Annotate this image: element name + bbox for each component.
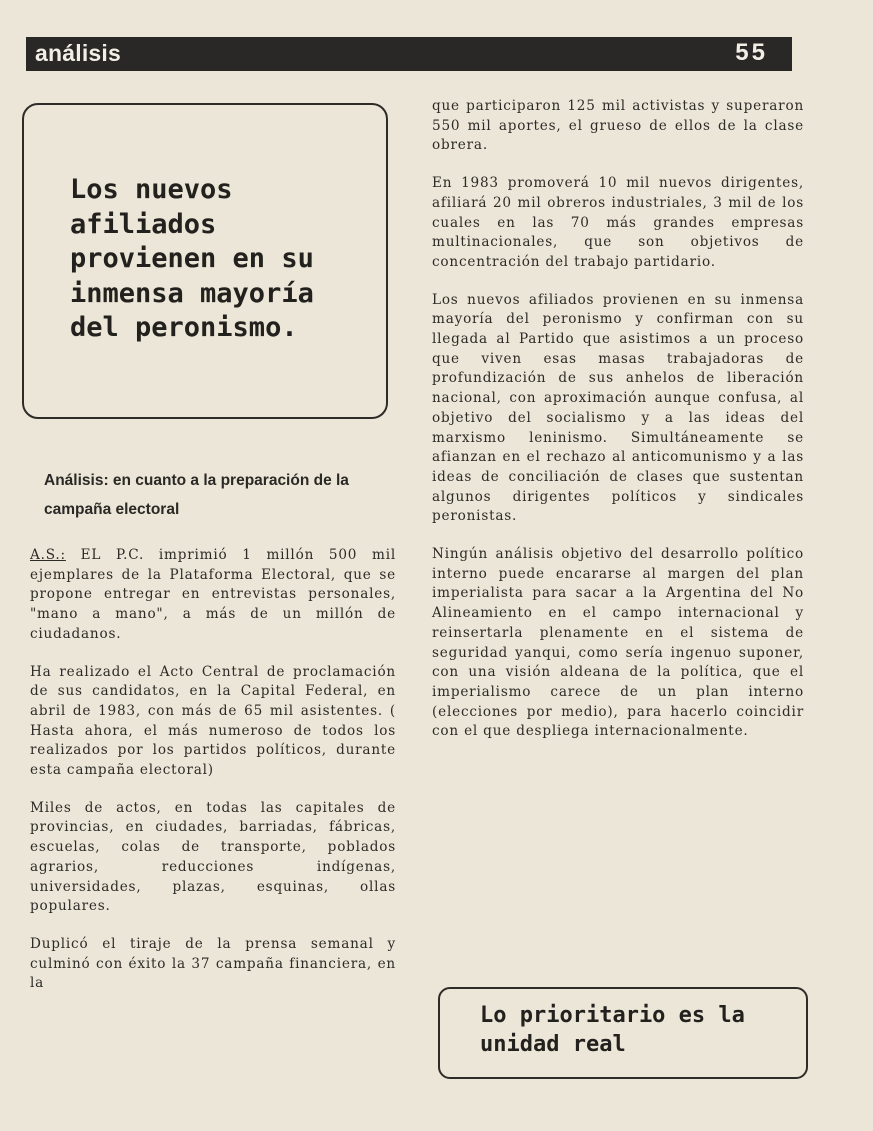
pull-quote-text: Los nuevos afiliados provienen en su inmensa mayoría del peronismo.: [70, 174, 314, 343]
paragraph: Ha realizado el Acto Central de proclamación de sus candidatos, en la Capital Federal, en abril de 1983, con más de 65 mil asistentes. ( Hasta ahora, el más numeroso de todos los realizados por los partidos políticos, durante esta campaña electoral): [30, 663, 396, 779]
paragraph: Duplicó el tiraje de la prensa semanal y culminó con éxito la 37 campaña financiera, en la: [30, 935, 396, 992]
callout-text: Lo prioritario es la unidad real: [480, 1003, 745, 1057]
paragraph: Ningún análisis objetivo del desarrollo político interno puede encararse al margen del plan imperialista para sacar a la Argentina del No Alineamiento en el campo internacional y reinsertarla plenamente en el sistema de seguridad yanqui, como sería ingenuo suponer, con una visión aldeana de la política, que el imperialismo carece de un plan interno (elecciones por medio), para hacerlo coincidir con el que despliega internacionalmente.: [432, 546, 804, 740]
paragraph: [30, 546, 396, 645]
article-subhead: Análisis: en cuanto a la preparación de la campaña electoral: [44, 472, 349, 518]
pull-quote-box: [22, 103, 388, 419]
paragraph: En 1983 promoverá 10 mil nuevos dirigentes, afiliará 20 mil obreros industriales, 3 mil de los cuales en las 70 más grandes empresas multinacionales, que son objetivos de concentración del trabajo partidario.: [432, 175, 804, 270]
paragraph-text: EL P.C. imprimió 1 millón 500 mil ejemplares de la Plataforma Electoral, que se propone entregar en entrevistas personales, "mano a mano", a más de un millón de ciudadanos.: [30, 547, 396, 642]
paragraph: Los nuevos afiliados provienen en su inmensa mayoría del peronismo y confirman con su llegada al Partido que asistimos a un proceso que viven esas masas trabajadoras de profundización de sus anhelos de liberación nacional, con aproximación aunque confusa, al objetivo del socialismo y a las ideas del marxismo leninismo. Simultáneamente se afianzan en el rechazo al anticomunismo y a las ideas de conciliación de clases que sustentan algunos dirigentes políticos y sindicales peronistas.: [432, 291, 804, 525]
left-text-column: [30, 546, 396, 1012]
interview-tag: A.S.:: [30, 547, 66, 563]
paragraph: que participaron 125 mil activistas y superaron 550 mil aportes, el grueso de ellos de la clase obrera.: [432, 98, 804, 154]
paragraph: Miles de actos, en todas las capitales de provincias, en ciudades, barriadas, fábricas, escuelas, colas de transporte, poblados agrarios, reducciones indígenas, universidades, plazas, esquinas, ollas populares.: [30, 799, 396, 915]
callout-box: [438, 987, 808, 1079]
page-number: 55: [735, 39, 768, 66]
right-text-column: [432, 97, 804, 760]
section-label: análisis: [35, 40, 121, 66]
section-header-bar: [26, 37, 792, 71]
